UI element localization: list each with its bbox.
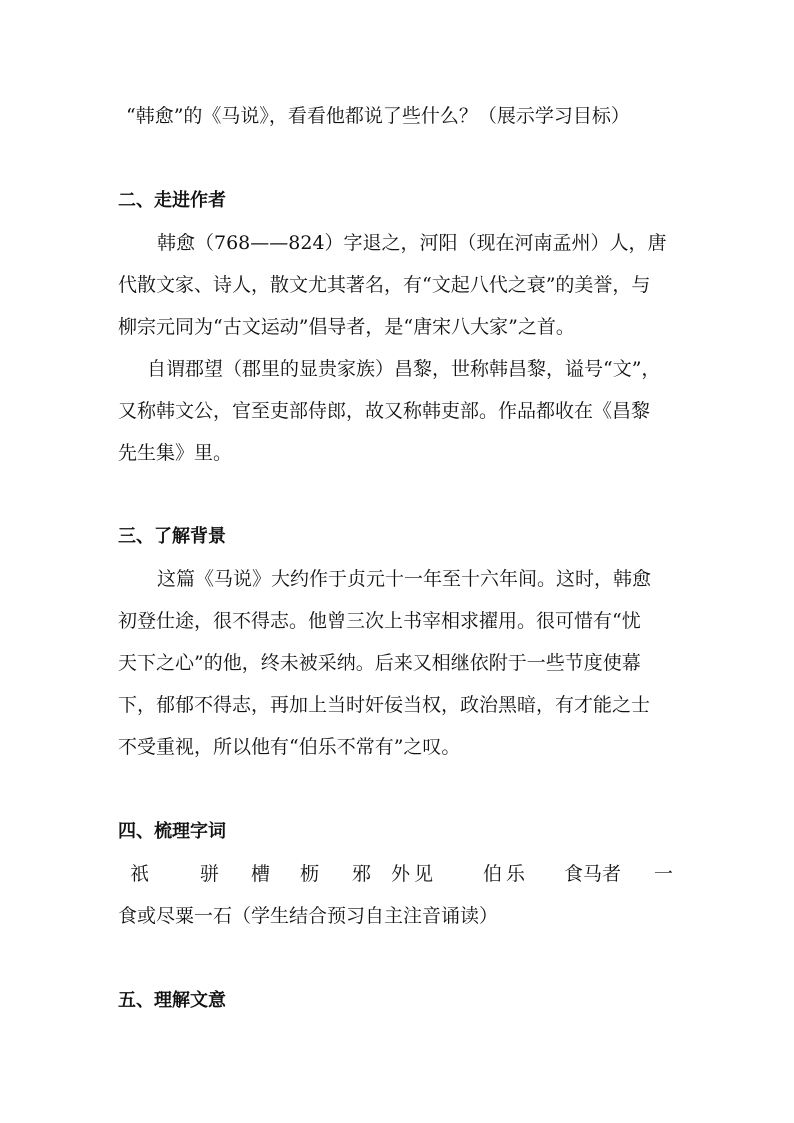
vocab-word: 邪 (352, 863, 372, 885)
vocab-word: 伯乐 (483, 863, 530, 885)
section4-continuation: 食或尽粟一石（学生结合预习自主注音诵读） (118, 905, 499, 927)
vocab-word: 槽 (251, 863, 271, 885)
section2-paragraph1-line3: 柳宗元同为“古文运动”倡导者，是“唐宋八大家”之首。 (118, 316, 575, 338)
vocab-word: 食马者 (564, 863, 622, 885)
section2-heading: 二、走进作者 (118, 190, 226, 211)
vocab-word: 一 (654, 863, 674, 885)
section3-line2: 初登仕途，很不得志。他曾三次上书宰相求擢用。很可惜有“忧 (118, 610, 641, 632)
section3-line5: 不受重视，所以他有“伯乐不常有”之叹。 (118, 736, 461, 758)
section2-paragraph2-line1: 自谓郡望（郡里的显贵家族）昌黎，世称韩昌黎，谥号“文”， (147, 358, 661, 380)
section2-paragraph2-line3: 先生集》里。 (118, 442, 233, 464)
vocab-word: 骈 (200, 863, 220, 885)
vocab-word: 枥 (300, 863, 320, 885)
section3-line3: 天下之心”的他，终未被采纳。后来又相继依附于一些节度使幕 (118, 652, 641, 674)
section3-heading: 三、了解背景 (118, 526, 226, 547)
intro-line: “韩愈”的《马说》，看看他都说了些什么？（展示学习目标） (126, 105, 630, 127)
section2-paragraph1-line1: 韩愈（768——824）字退之，河阳（现在河南孟州）人，唐 (157, 232, 667, 254)
section3-line1: 这篇《马说》大约作于贞元十一年至十六年间。这时，韩愈 (157, 568, 652, 590)
section4-heading: 四、梳理字词 (118, 821, 226, 842)
vocab-word: 祇 (130, 863, 150, 885)
section2-paragraph1-line2: 代散文家、诗人，散文尤其著名，有“文起八代之衰”的美誉，与 (118, 274, 651, 296)
section2-paragraph2-line2: 又称韩文公，官至吏部侍郎，故又称韩吏部。作品都收在《昌黎 (118, 400, 651, 422)
vocab-word: 外见 (391, 863, 438, 885)
section3-line4: 下，郁郁不得志，再加上当时奸佞当权，政治黑暗，有才能之士 (118, 694, 651, 716)
section5-heading: 五、理解文意 (118, 990, 226, 1011)
vocab-word-list (118, 861, 678, 887)
